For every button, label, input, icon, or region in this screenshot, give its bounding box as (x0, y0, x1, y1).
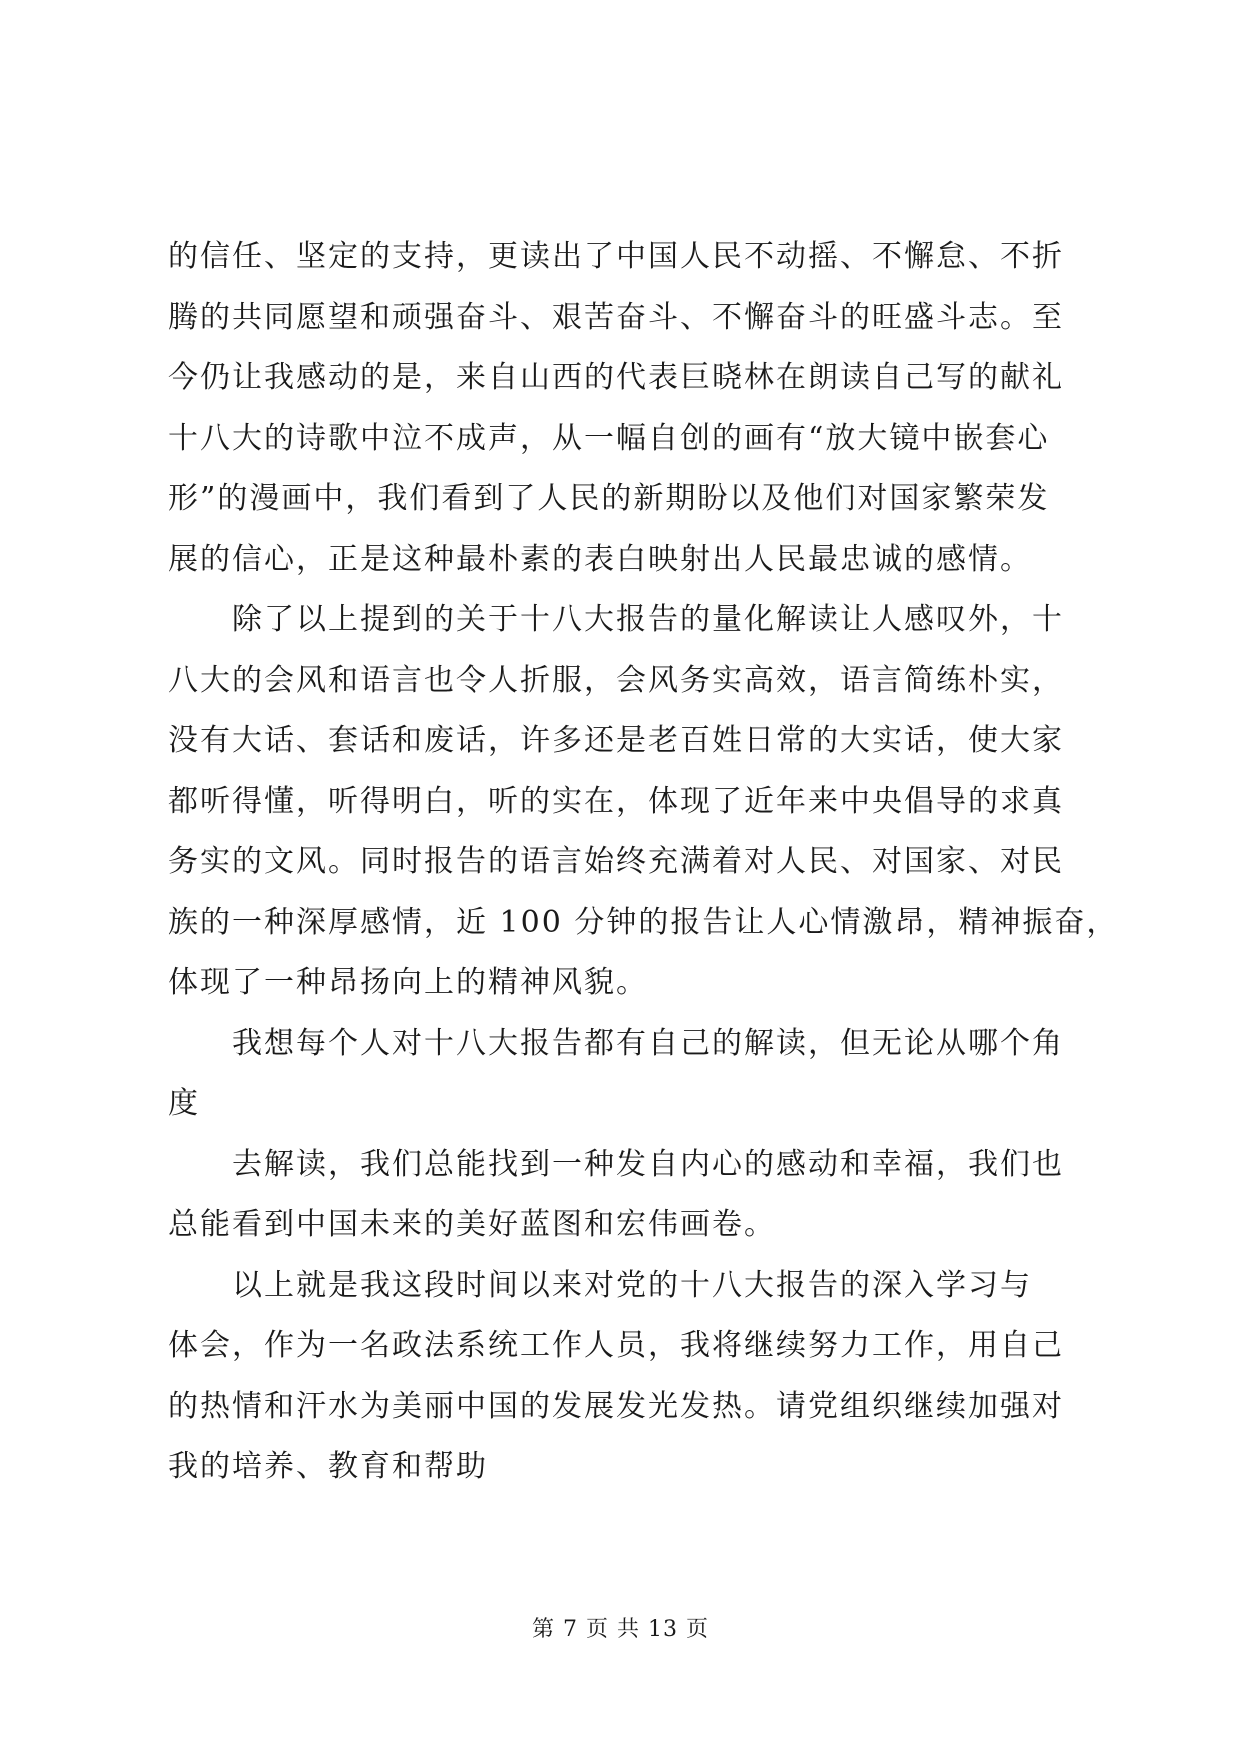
text-line: 展的信心，正是这种最朴素的表白映射出人民最忠诚的感情。 (168, 541, 1032, 577)
text-line: 体会，作为一名政法系统工作人员，我将继续努力工作，用自己 (168, 1328, 1064, 1363)
page-footer (0, 1612, 1241, 1643)
text-line: 都听得懂，听得明白，听的实在，体现了近年来中央倡导的求真 (168, 783, 1064, 819)
paragraph-start-line: 以上就是我这段时间以来对党的十八大报告的深入学习与 (232, 1267, 1032, 1303)
text-line: 总能看到中国未来的美好蓝图和宏伟画卷。 (168, 1207, 776, 1242)
text-line: 的热情和汗水为美丽中国的发展发光发热。请党组织继续加强对 (168, 1388, 1064, 1424)
paragraph-start-line: 去解读，我们总能找到一种发自内心的感动和幸福，我们也 (232, 1146, 1064, 1182)
text-line: 腾的共同愿望和顽强奋斗、艰苦奋斗、不懈奋斗的旺盛斗志。至 (168, 299, 1064, 335)
text-line: 族的一种深厚感情，近 100 分钟的报告让人心情激昂，精神振奋， (168, 904, 1119, 940)
text-line: 的信任、坚定的支持，更读出了中国人民不动摇、不懈怠、不折 (168, 239, 1064, 274)
text-line: 今仍让我感动的是，来自山西的代表巨晓林在朗读自己写的献礼 (168, 360, 1064, 395)
text-line: 度 (168, 1086, 200, 1121)
text-line: 体现了一种昂扬向上的精神风貌。 (168, 965, 648, 1000)
text-line: 我的培养、教育和帮助 (168, 1449, 488, 1484)
text-line: 八大的会风和语言也令人折服，会风务实高效，语言简练朴实， (168, 662, 1064, 698)
text-line: 没有大话、套话和废话，许多还是老百姓日常的大实话，使大家 (168, 723, 1064, 758)
page-number: 第 7 页 共 13 页 (532, 1617, 709, 1642)
paragraph-start-line: 除了以上提到的关于十八大报告的量化解读让人感叹外，十 (232, 602, 1064, 637)
body-text (168, 227, 1119, 1498)
paragraph-start-line: 我想每个人对十八大报告都有自己的解读，但无论从哪个角 (232, 1025, 1064, 1061)
text-line: 务实的文风。同时报告的语言始终充满着对人民、对国家、对民 (168, 844, 1064, 879)
text-line: 形”的漫画中，我们看到了人民的新期盼以及他们对国家繁荣发 (168, 481, 1050, 516)
text-line: 十八大的诗歌中泣不成声，从一幅自创的画有“放大镜中嵌套心 (168, 420, 1050, 456)
